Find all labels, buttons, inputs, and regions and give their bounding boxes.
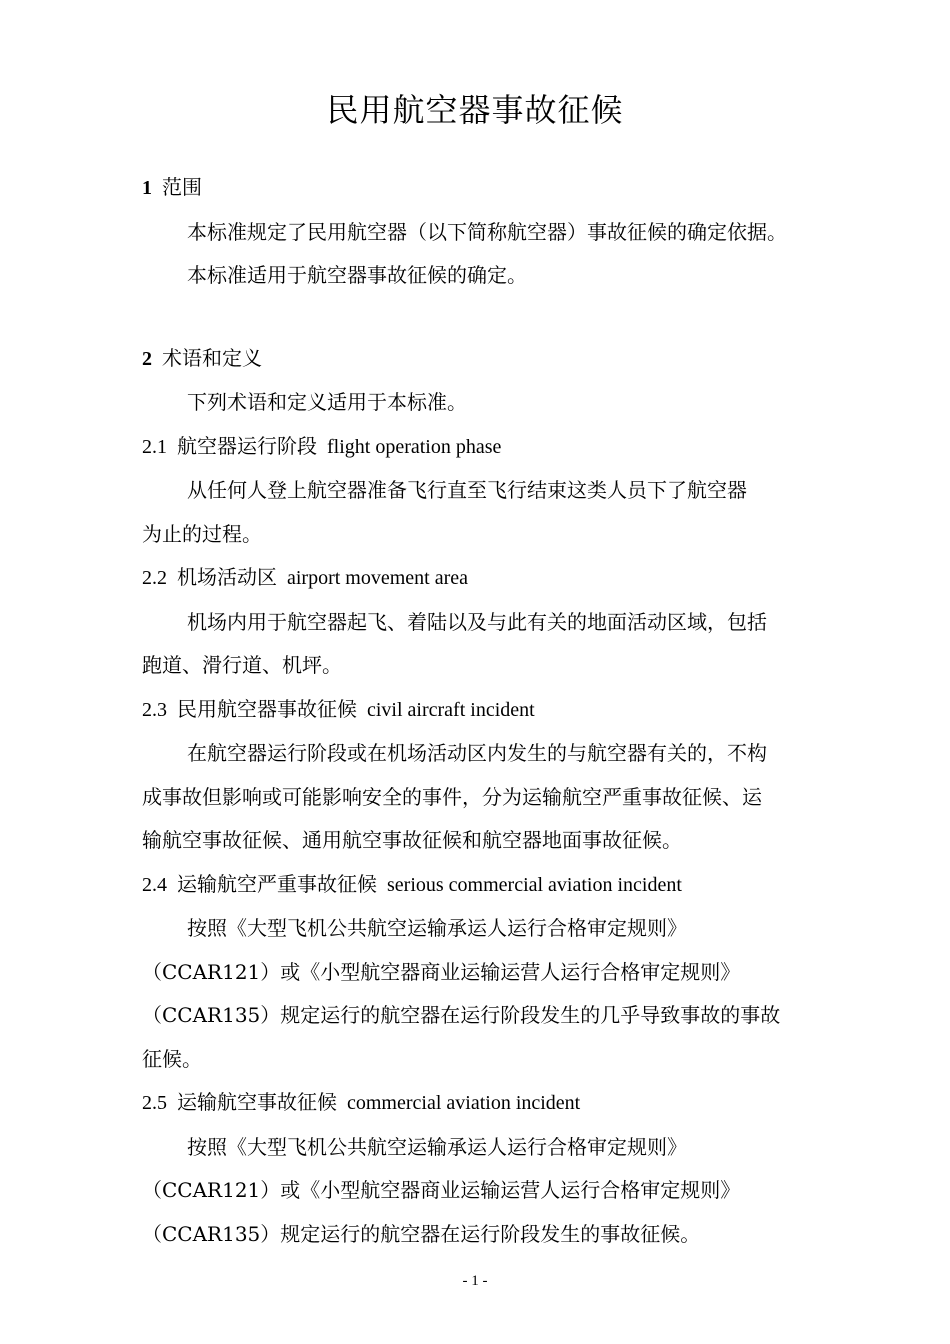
paragraph-line: 征候。: [142, 1046, 202, 1071]
document-title: 民用航空器事故征候: [326, 91, 624, 129]
subsection-heading-2-2: [142, 556, 842, 601]
paragraph-line: （CCAR135）规定运行的航空器在运行阶段发生的几乎导致事故的事故: [142, 1003, 781, 1027]
subsection-heading-2-5: [142, 1081, 842, 1126]
subsection-number: 2.1: [142, 435, 167, 458]
paragraph: 本标准规定了民用航空器（以下简称航空器）事故征候的确定依据。: [187, 219, 787, 244]
paragraph-line: 为止的过程。: [142, 521, 262, 546]
section-number: 2: [142, 347, 152, 370]
document-body: [142, 166, 842, 1256]
paragraph: 本标准适用于航空器事故征候的确定。: [187, 263, 527, 287]
section-number: 1: [142, 177, 152, 199]
paragraph-line: 在航空器运行阶段或在机场活动区内发生的与航空器有关的，不构: [187, 741, 767, 765]
term-zh: 运输航空严重事故征候: [177, 871, 377, 896]
term-zh: 机场活动区: [177, 565, 277, 589]
section-heading-2: [142, 337, 842, 382]
paragraph-line: （CCAR121）或《小型航空器商业运输运营人运行合格审定规则》: [142, 959, 741, 984]
page-number: - 1 -: [462, 1273, 488, 1289]
subsection-number: 2.4: [142, 873, 167, 896]
term-en: flight operation phase: [327, 435, 502, 458]
paragraph-line: 跑道、滑行道、机坪。: [142, 653, 342, 677]
term-en: commercial aviation incident: [347, 1092, 581, 1114]
subsection-number: 2.3: [142, 698, 167, 721]
paragraph: 下列术语和定义适用于本标准。: [187, 390, 467, 414]
paragraph-line: 输航空事故征候、通用航空事故征候和航空器地面事故征候。: [142, 828, 682, 852]
paragraph-line: 成事故但影响或可能影响安全的事件，分为运输航空严重事故征候、运: [142, 784, 762, 809]
term-zh: 航空器运行阶段: [177, 433, 317, 458]
subsection-number: 2.2: [142, 567, 167, 589]
term-en: airport movement area: [287, 567, 469, 589]
paragraph-line: 按照《大型飞机公共航空运输承运人运行合格审定规则》: [187, 916, 687, 940]
paragraph-line: 从任何人登上航空器准备飞行直至飞行结束这类人员下了航空器: [187, 478, 747, 502]
subsection-heading-2-4: [142, 863, 842, 908]
section-title: 术语和定义: [162, 345, 262, 370]
term-zh: 运输航空事故征候: [177, 1090, 337, 1114]
subsection-heading-2-1: [142, 425, 842, 470]
subsection-number: 2.5: [142, 1092, 167, 1114]
paragraph-line: 按照《大型飞机公共航空运输承运人运行合格审定规则》: [187, 1134, 687, 1159]
section-spacer: [142, 298, 842, 337]
paragraph-line: 机场内用于航空器起飞、着陆以及与此有关的地面活动区域，包括: [187, 609, 767, 634]
term-zh: 民用航空器事故征候: [177, 696, 357, 721]
term-en: serious commercial aviation incident: [387, 873, 682, 896]
subsection-heading-2-3: [142, 688, 842, 733]
paragraph-line: （CCAR135）规定运行的航空器在运行阶段发生的事故征候。: [142, 1221, 701, 1246]
section-title: 范围: [162, 175, 202, 199]
term-en: civil aircraft incident: [367, 698, 535, 721]
section-heading-1: [142, 166, 842, 211]
paragraph-line: （CCAR121）或《小型航空器商业运输运营人运行合格审定规则》: [142, 1178, 741, 1202]
